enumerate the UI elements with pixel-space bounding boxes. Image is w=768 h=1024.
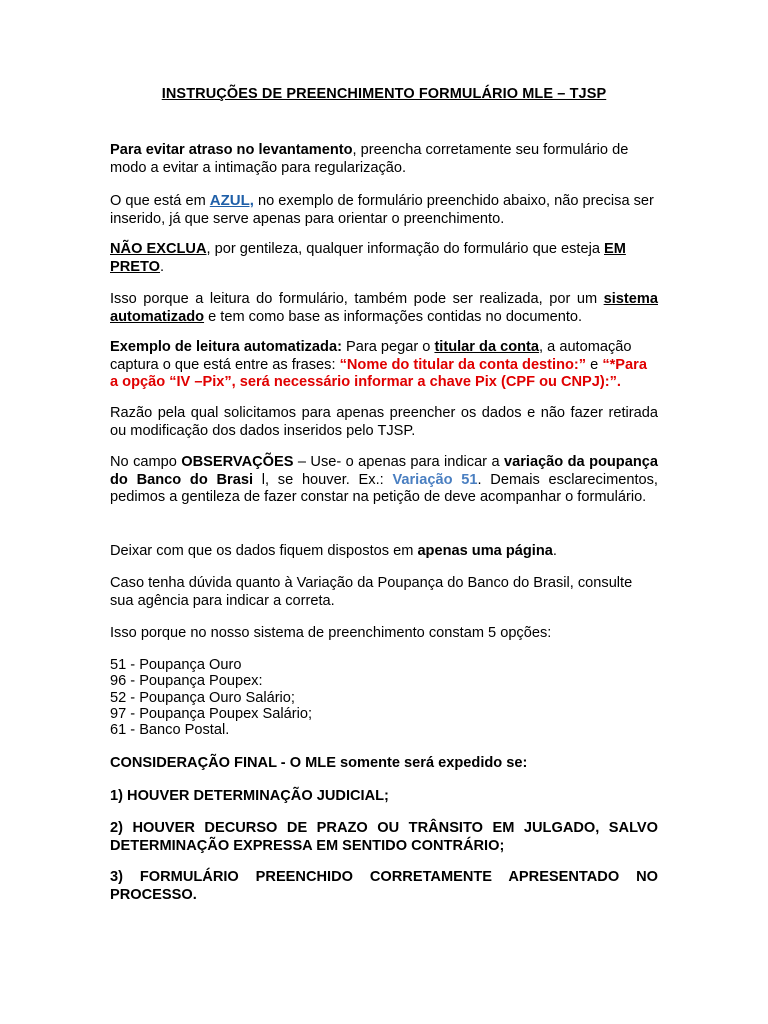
exemplo-t1: Para pegar o (341, 339, 435, 355)
obs-t2: – Use- o apenas para indicar a (293, 454, 504, 470)
condition-3: 3) FORMULÁRIO PREENCHIDO CORRETAMENTE APRESENTADO NO PROCESSO. (110, 869, 658, 903)
paragraph-opcoes: Isso porque no nosso sistema de preenchimento constam 5 opções: (110, 625, 552, 641)
titular-da-conta: titular da conta (434, 339, 540, 355)
paragraph-nao-exclua (110, 241, 658, 276)
list-item: 51 - Poupança Ouro (110, 657, 242, 673)
options-list (110, 657, 658, 738)
nao-exclua-keyword: NÃO EXCLUA (110, 241, 207, 257)
condition-2: 2) HOUVER DECURSO DE PRAZO OU TRÂNSITO EM JULGADO, SALVO DETERMINAÇÃO EXPRESSA EM SENTIDO CONTRÁRIO; (110, 820, 658, 854)
variacao-keyword: variação da poupança do Banco do Brasi (110, 454, 658, 488)
paragraph-leitura (110, 291, 658, 326)
azul-keyword: AZUL, (209, 192, 254, 209)
intro-text: , preencha corretamente seu formulário de modo a evitar a intimação para regularização. (110, 142, 629, 176)
exemplo-t3: e (586, 356, 603, 373)
list-item: 97 - Poupança Poupex Salário; (110, 705, 313, 722)
list-item: 96 - Poupança Poupex: (110, 673, 263, 690)
paragraph-intro (110, 142, 658, 177)
condition-1: 1) HOUVER DETERMINAÇÃO JUDICIAL; (110, 788, 389, 804)
azul-rest: no exemplo de formulário preenchido abaixo, não precisa ser inserido, já que serve apenas para orientar o preenchimento. (110, 193, 654, 227)
obs-t3: l, se houver. Ex.: (253, 471, 393, 488)
exemplo-t2: , a automação captura o que está entre as frases: (110, 339, 632, 373)
list-item: 52 - Poupança Ouro Salário; (110, 689, 295, 706)
em-preto-keyword: EM PRETO (110, 241, 626, 275)
paragraph-razao: Razão pela qual solicitamos para apenas preencher os dados e não fazer retirada ou modificação dos dados inseridos pelo TJSP. (110, 405, 658, 439)
paragraph-pagina (110, 543, 658, 561)
variacao-51: Variação 51 (392, 471, 478, 488)
pagina-t2: . (552, 543, 557, 559)
final-heading: CONSIDERAÇÃO FINAL - O MLE somente será expedido se: (110, 755, 528, 771)
pagina-t1: Deixar com que os dados fiquem dispostos em (110, 543, 418, 559)
obs-t4: . Demais esclarecimentos, pedimos a gentileza de fazer constar na petição de deve acompanhar o formulário. (110, 471, 658, 505)
paragraph-azul (110, 192, 658, 228)
sistema-automatizado: sistema automatizado (110, 291, 658, 325)
azul-pre: O que está em (110, 193, 210, 209)
intro-bold: Para evitar atraso no levantamento (110, 142, 353, 158)
observacoes-keyword: OBSERVAÇÕES (181, 454, 294, 470)
leitura-pre: Isso porque a leitura do formulário, também pode ser realizada, por um (110, 291, 604, 307)
paragraph-duvida: Caso tenha dúvida quanto à Variação da Poupança do Banco do Brasil, consulte sua agência para indicar a correta. (110, 575, 633, 609)
apenas-uma-pagina: apenas uma página (417, 543, 553, 559)
nao-exclua-text: , por gentileza, qualquer informação do formulário que esteja (206, 241, 604, 257)
page-title: INSTRUÇÕES DE PREENCHIMENTO FORMULÁRIO MLE – TJSP (161, 86, 607, 102)
obs-t1: No campo (110, 454, 182, 470)
paragraph-observacoes (110, 454, 658, 507)
exemplo-heading: Exemplo de leitura automatizada: (110, 339, 342, 355)
red-phrase-2: “*Para a opção “IV –Pix”, será necessário informar a chave Pix (CPF ou CNPJ):”. (110, 356, 647, 390)
nao-exclua-end: . (160, 258, 165, 275)
red-phrase-1: “Nome do titular da conta destino:” (339, 356, 587, 373)
leitura-rest: e tem como base as informações contidas no documento. (204, 308, 583, 325)
paragraph-exemplo (110, 339, 658, 392)
list-item: 61 - Banco Postal. (110, 722, 230, 739)
